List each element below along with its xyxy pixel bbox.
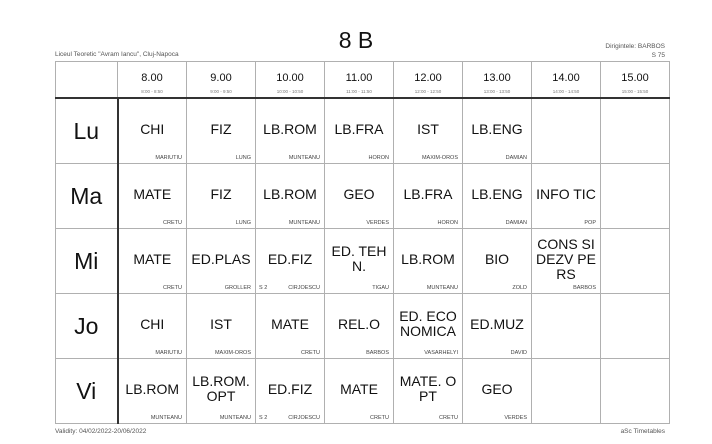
lesson-teacher: MUNTEANU (219, 415, 251, 421)
lesson-teacher: HORON (437, 220, 458, 226)
lesson-cell[interactable] (463, 359, 532, 424)
lesson-teacher: VASARHELYI (424, 350, 458, 356)
period-name: 13.00 (483, 72, 511, 84)
lesson-room: S 2 (259, 415, 268, 421)
lesson-subject: ED.FIZ (267, 380, 313, 397)
period-header (601, 62, 670, 99)
day-row (56, 359, 670, 424)
period-header (463, 62, 532, 99)
lesson-subject: LB.ROM (401, 250, 455, 267)
lesson-subject: ED. TEHN. (331, 243, 387, 274)
lesson-cell[interactable] (118, 229, 187, 294)
day-label: Jo (56, 294, 118, 359)
lesson-teacher: ZOLD (512, 285, 527, 291)
lesson-teacher: MAXIM-OROS (214, 350, 251, 356)
lesson-subject: ED. ECONOMICA (399, 308, 457, 339)
lesson-cell[interactable] (394, 359, 463, 424)
lesson-teacher: BARBOS (573, 285, 596, 291)
lesson-teacher: CRETU (163, 285, 182, 291)
corner-cell (56, 62, 118, 99)
lesson-subject: ED.MUZ (470, 315, 524, 332)
lesson-cell[interactable] (256, 294, 325, 359)
lesson-subject (601, 237, 669, 281)
lesson-cell[interactable] (463, 229, 532, 294)
lesson-cell[interactable] (601, 164, 670, 229)
lesson-teacher: MAXIM-OROS (421, 155, 458, 161)
lesson-subject: LB.ROM (263, 185, 317, 202)
lesson-teacher: HORON (368, 155, 389, 161)
period-header-row (56, 62, 670, 99)
lesson-teacher: CIRJOESCU (288, 285, 320, 291)
day-row (56, 98, 670, 164)
lesson-cell[interactable] (187, 164, 256, 229)
day-label: Vi (56, 359, 118, 424)
lesson-teacher: MUNTEANU (426, 285, 458, 291)
lesson-subject (601, 367, 669, 411)
lesson-teacher: MARIUTIU (155, 350, 182, 356)
school-name: Liceul Teoretic "Avram Iancu", Cluj-Napoca (55, 51, 179, 58)
class-master-info (605, 42, 665, 60)
lesson-teacher: POP (584, 220, 596, 226)
period-time: 15:00 - 15:50 (621, 89, 649, 94)
lesson-subject: BIO (484, 250, 510, 267)
period-name: 10.00 (276, 72, 304, 84)
lesson-subject (601, 302, 669, 346)
lesson-subject: CHI (140, 120, 165, 137)
lesson-subject (532, 107, 600, 151)
period-time: 9:00 - 9:50 (210, 89, 232, 94)
timetable-title: 8 B (338, 27, 374, 53)
period-time: 8:00 - 8:50 (141, 89, 163, 94)
lesson-cell[interactable] (325, 229, 394, 294)
period-header (187, 62, 256, 99)
lesson-cell[interactable] (256, 359, 325, 424)
lesson-subject: ED.PLAS (191, 250, 251, 267)
lesson-cell[interactable] (463, 164, 532, 229)
lesson-cell[interactable] (463, 294, 532, 359)
lesson-cell[interactable] (256, 229, 325, 294)
lesson-cell[interactable] (532, 294, 601, 359)
lesson-cell[interactable] (394, 229, 463, 294)
lesson-teacher: LUNG (235, 220, 251, 226)
period-time: 14:00 - 14:50 (552, 89, 580, 94)
lesson-subject: LB.ENG (471, 120, 523, 137)
lesson-subject: MATE (133, 185, 172, 202)
period-header (118, 62, 187, 99)
lesson-subject: INFO TIC (536, 185, 596, 202)
lesson-cell[interactable] (394, 98, 463, 164)
lesson-cell[interactable] (532, 98, 601, 164)
lesson-subject: ED.FIZ (267, 250, 313, 267)
lesson-subject: REL.O (337, 315, 380, 332)
lesson-room: S 2 (259, 285, 268, 291)
lesson-subject: MATE (271, 315, 309, 332)
lesson-teacher: LUNG (235, 155, 251, 161)
day-row (56, 229, 670, 294)
lesson-teacher: MUNTEANU (150, 415, 182, 421)
lesson-cell[interactable] (394, 164, 463, 229)
lesson-teacher: DAMIAN (505, 155, 527, 161)
validity: Validity: 04/02/2022-20/06/2022 (55, 428, 147, 435)
lesson-teacher: CRETU (439, 415, 458, 421)
lesson-teacher: MARIUTIU (155, 155, 182, 161)
period-time: 11:00 - 11:50 (346, 89, 372, 94)
period-name: 15.00 (621, 72, 649, 84)
lesson-subject: LB.ROM (125, 380, 180, 397)
lesson-subject: LB.ROM.OPT (192, 373, 250, 404)
lesson-cell[interactable] (325, 294, 394, 359)
lesson-subject: GEO (343, 185, 375, 202)
lesson-teacher: CRETU (301, 350, 320, 356)
lesson-subject: IST (417, 120, 439, 137)
lesson-teacher: DAVID (510, 350, 527, 356)
period-header (394, 62, 463, 99)
period-name: 8.00 (141, 72, 163, 84)
lesson-teacher: MUNTEANU (288, 220, 320, 226)
lesson-teacher: TIGAU (372, 285, 389, 291)
period-name: 11.00 (345, 72, 373, 84)
lesson-cell[interactable] (118, 294, 187, 359)
lesson-subject (532, 367, 600, 411)
home-room: S 75 (651, 52, 665, 59)
lesson-cell[interactable] (118, 98, 187, 164)
lesson-subject: CONS SI DEZV PERS (536, 237, 596, 281)
lesson-subject: CHI (140, 315, 165, 332)
lesson-cell[interactable] (187, 98, 256, 164)
lesson-subject (601, 172, 669, 216)
period-time: 10:00 - 10:50 (276, 89, 304, 94)
lesson-cell[interactable] (118, 164, 187, 229)
lesson-subject (601, 107, 669, 151)
lesson-cell[interactable] (256, 164, 325, 229)
period-time: 13:00 - 13:50 (483, 89, 511, 94)
lesson-cell[interactable] (325, 164, 394, 229)
period-name: 14.00 (552, 72, 580, 84)
lesson-subject: IST (210, 315, 232, 332)
lesson-subject: MATE (133, 250, 172, 267)
lesson-teacher: VERDES (504, 415, 527, 421)
lesson-cell[interactable] (601, 98, 670, 164)
lesson-cell[interactable] (187, 294, 256, 359)
lesson-cell[interactable] (532, 164, 601, 229)
lesson-subject: MATE (340, 380, 378, 397)
lesson-cell[interactable] (601, 359, 670, 424)
period-header (256, 62, 325, 99)
lesson-cell[interactable] (532, 359, 601, 424)
day-label: Ma (56, 164, 118, 229)
lesson-teacher: BARBOS (366, 350, 389, 356)
class-master: Dirigintele: BARBOS (605, 43, 665, 50)
lesson-cell[interactable] (463, 98, 532, 164)
timetable-grid (55, 61, 670, 424)
credit: aSc Timetables (620, 428, 665, 435)
lesson-cell[interactable] (325, 98, 394, 164)
lesson-teacher: CRETU (163, 220, 182, 226)
lesson-subject: FIZ (210, 120, 232, 137)
lesson-subject (532, 302, 600, 346)
lesson-cell[interactable] (187, 229, 256, 294)
lesson-subject: LB.FRA (403, 185, 453, 202)
period-time: 12:00 - 12:50 (414, 89, 442, 94)
lesson-cell[interactable] (325, 359, 394, 424)
day-label: Mi (56, 229, 118, 294)
lesson-subject: LB.ENG (471, 185, 523, 202)
lesson-subject: LB.FRA (334, 120, 384, 137)
period-name: 9.00 (210, 72, 232, 84)
lesson-subject: MATE. OPT (399, 373, 457, 404)
lesson-teacher: CIRJOESCU (288, 415, 320, 421)
lesson-cell[interactable] (256, 98, 325, 164)
lesson-cell[interactable] (394, 294, 463, 359)
lesson-subject: FIZ (210, 185, 232, 202)
lesson-teacher: MUNTEANU (288, 155, 320, 161)
lesson-cell[interactable] (601, 294, 670, 359)
lesson-teacher: VERDES (366, 220, 389, 226)
lesson-teacher: DAMIAN (505, 220, 527, 226)
lesson-cell[interactable] (532, 229, 601, 294)
lesson-subject: GEO (481, 380, 513, 397)
period-name: 12.00 (414, 72, 442, 84)
lesson-cell[interactable] (118, 359, 187, 424)
day-row (56, 164, 670, 229)
period-header (325, 62, 394, 99)
day-row (56, 294, 670, 359)
lesson-subject: LB.ROM (263, 120, 317, 137)
lesson-cell[interactable] (187, 359, 256, 424)
lesson-cell[interactable] (601, 229, 670, 294)
lesson-teacher: CRETU (370, 415, 389, 421)
lesson-teacher: GROLLER (224, 285, 251, 291)
period-header (532, 62, 601, 99)
day-label: Lu (56, 98, 118, 164)
